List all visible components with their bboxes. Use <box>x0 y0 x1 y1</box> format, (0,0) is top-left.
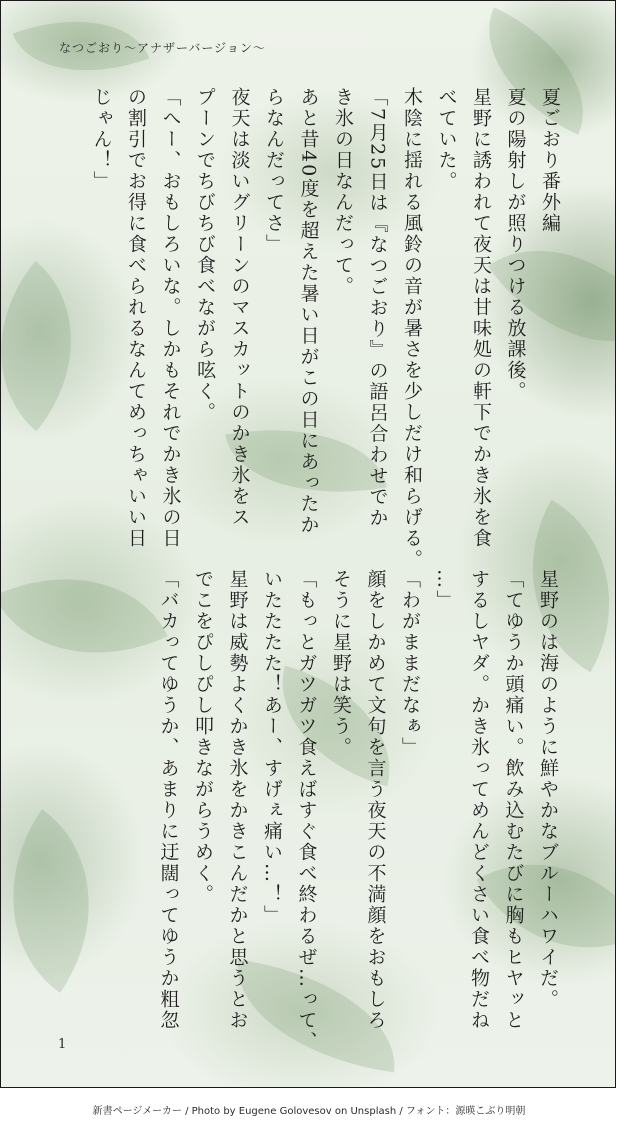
text-line: 星野に誘われて夜天は甘味処の軒下でかき氷を食 <box>470 87 492 549</box>
text-line: 「もっとガツガツ食えばすぐ食べ終わるぜ…って、 <box>295 569 318 1052</box>
text-line: そうに星野は笑う。 <box>330 569 352 758</box>
foliage-decoration <box>0 809 140 993</box>
text-line: …」 <box>433 569 456 611</box>
text-line: するしヤダ。かき氷ってめんどくさい食べ物だね <box>468 569 490 1031</box>
text-line: あと昔40度を超えた暑い日がこの日にあったか <box>297 87 320 536</box>
page-number: 1 <box>58 1037 67 1052</box>
text-line: 「バカってゆうか、あまりに迂闊ってゆうか粗忽 <box>157 569 180 1031</box>
text-line: 「てゆうか頭痛い。飲み込むたびに胸もヒヤッと <box>502 569 525 1031</box>
text-line: べていた。 <box>435 87 458 192</box>
text-line: の割引でお得に食べられるなんてめっちゃいい日 <box>125 87 147 549</box>
text-line: じゃん！」 <box>90 87 113 192</box>
text-line: 夜天は淡いグリーンのマスカットのかき氷をス <box>228 87 251 528</box>
text-line: 「わがままだなぁ」 <box>399 569 421 758</box>
text-line: き氷の日なんだって。 <box>332 87 354 297</box>
text-line: いたたたた！あー、すげぇ痛い…！」 <box>261 569 283 926</box>
lower-text-block <box>151 569 565 1052</box>
text-line: プーンでちびちび食べながら呟く。 <box>194 87 216 423</box>
upper-text-block <box>84 87 567 570</box>
text-line: 「7月25日は『なつごおり』の語呂合わせでか <box>366 87 389 529</box>
text-line: 夏の陽射しが照りつける放課後。 <box>504 87 527 402</box>
credit-footer: 新書ページメーカー / Photo by Eugene Golovesov on Unsplash / フォント：源暎こぶり明朝 <box>92 1106 526 1117</box>
text-line: 夏ごおり番外編 <box>539 87 561 234</box>
foliage-decoration <box>0 537 168 696</box>
text-line: 「へー、おもしろいな。しかもそれでかき氷の日 <box>159 87 182 549</box>
text-line: らなんだってさ」 <box>263 87 285 255</box>
page-header-title: なつごおり〜アナザーバージョン〜 <box>59 41 266 55</box>
text-line: 星野は威勢よくかき氷をかきこんだかと思うとお <box>226 569 249 1031</box>
text-line: でこをぴしぴし叩きながらうめく。 <box>192 569 214 905</box>
text-line: 星野のは海のように鮮やかなブルーハワイだ。 <box>537 569 559 1010</box>
text-line: 顔をしかめて文句を言う夜天の不満顔をおもしろ <box>364 569 387 1031</box>
text-line: 木陰に揺れる風鈴の音が暑さを少しだけ和らげる。 <box>401 87 423 570</box>
